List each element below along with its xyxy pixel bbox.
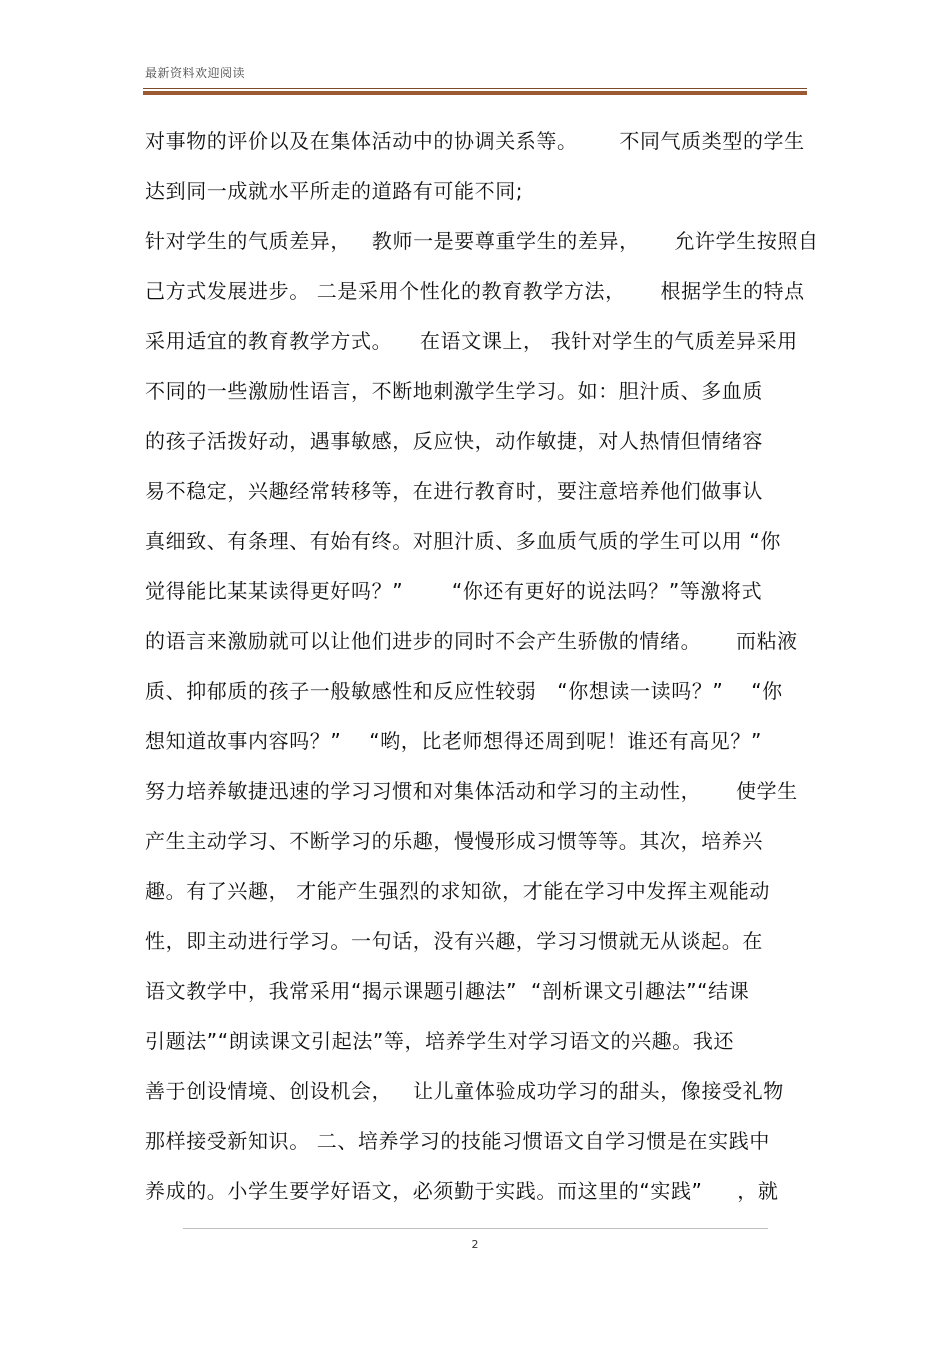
header-divider-thick xyxy=(143,91,807,95)
body-line: 质、抑郁质的孩子一般敏感性和反应性较弱 “你想读一读吗？” “你 xyxy=(145,679,783,703)
body-line: 语文教学中，我常采用“揭示课题引趣法” “剖析课文引趣法”“结课 xyxy=(145,979,750,1003)
body-line: 真细致、有条理、有始有终。对胆汁质、多血质气质的学生可以用 “你 xyxy=(145,529,781,553)
body-line: 的语言来激励就可以让他们进步的同时不会产生骄傲的情绪。 而粘液 xyxy=(145,629,798,653)
header-divider-thin xyxy=(143,88,807,89)
body-line: 趣。有了兴趣， 才能产生强烈的求知欲，才能在学习中发挥主观能动 xyxy=(145,879,770,903)
body-line: 针对学生的气质差异， 教师一是要尊重学生的差异， 允许学生按照自 xyxy=(145,229,819,253)
body-line: 那样接受新知识。 二、培养学习的技能习惯语文自学习惯是在实践中 xyxy=(145,1129,770,1153)
body-line: 采用适宜的教育教学方式。 在语文课上， 我针对学生的气质差异采用 xyxy=(145,329,798,353)
body-line: 努力培养敏捷迅速的学习习惯和对集体活动和学习的主动性， 使学生 xyxy=(145,779,798,803)
header-caption: 最新资料欢迎阅读 xyxy=(145,66,246,80)
body-line: 易不稳定，兴趣经常转移等，在进行教育时，要注意培养他们做事认 xyxy=(145,479,763,503)
body-line: 己方式发展进步。 二是采用个性化的教育教学方法， 根据学生的特点 xyxy=(145,279,805,303)
footer-divider xyxy=(183,1228,768,1229)
body-line: 善于创设情境、创设机会， 让儿童体验成功学习的甜头，像接受礼物 xyxy=(145,1079,784,1103)
body-line: 对事物的评价以及在集体活动中的协调关系等。 不同气质类型的学生 xyxy=(145,129,805,153)
body-line: 产生主动学习、不断学习的乐趣，慢慢形成习惯等等。其次，培养兴 xyxy=(145,829,763,853)
page-number: 2 xyxy=(471,1238,479,1251)
body-line: 的孩子活拨好动，遇事敏感，反应快，动作敏捷，对人热情但情绪容 xyxy=(145,429,763,453)
body-line: 觉得能比某某读得更好吗？” “你还有更好的说法吗？”等激将式 xyxy=(145,579,763,603)
body-line: 性，即主动进行学习。一句话，没有兴趣，学习习惯就无从谈起。在 xyxy=(145,929,763,953)
body-line: 引题法”“朗读课文引起法”等，培养学生对学习语文的兴趣。我还 xyxy=(145,1029,735,1053)
body-line: 不同的一些激励性语言，不断地刺激学生学习。如：胆汁质、多血质 xyxy=(145,379,763,403)
body-line: 想知道故事内容吗？” “哟，比老师想得还周到呢！谁还有高见？” xyxy=(145,729,762,753)
body-line: 养成的。小学生要学好语文，必须勤于实践。而这里的“实践” ，就 xyxy=(145,1179,779,1203)
body-line: 达到同一成就水平所走的道路有可能不同; xyxy=(145,179,524,203)
